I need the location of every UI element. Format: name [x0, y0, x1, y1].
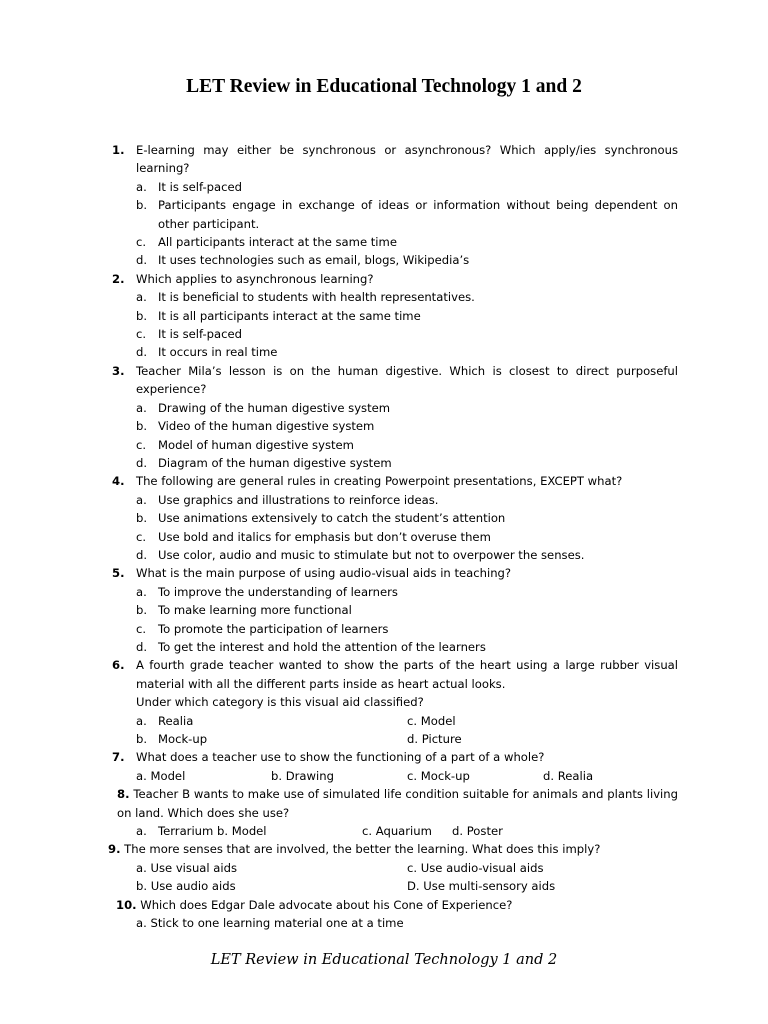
option-letter: b.: [136, 603, 148, 618]
question-number: 7.: [112, 750, 125, 765]
question-7: [0, 748, 768, 766]
question-number: 6.: [112, 658, 125, 673]
question-number: 1.: [112, 143, 125, 157]
option-9d: D. Use multi-sensory aids: [407, 879, 556, 894]
option-letter: a.: [136, 400, 147, 415]
option-text: It is self-paced: [158, 179, 242, 194]
option-1b: [0, 196, 768, 233]
page-footer: LET Review in Educational Technology 1 and 2: [210, 952, 558, 968]
option-letter: d.: [136, 547, 148, 562]
question-text: What does a teacher use to show the functioning of a part of a whole?: [136, 750, 545, 765]
option-letter: c.: [136, 621, 147, 636]
question-text: Which applies to asynchronous learning?: [136, 271, 374, 286]
question-4: [0, 472, 768, 490]
option-letter: c.: [136, 437, 147, 452]
question-number: 10.: [116, 897, 137, 912]
option-letter: d.: [136, 455, 148, 470]
option-7d: d. Realia: [543, 768, 594, 783]
question-text: A fourth grade teacher wanted to show the parts of the heart using a large rubber visual material with all the different parts inside as heart actual looks.: [136, 658, 678, 691]
question-text: E-learning may either be synchronous or asynchronous? Which apply/ies synchronous learning?: [136, 143, 678, 176]
question-2: [0, 270, 768, 288]
option-letter: b.: [136, 511, 148, 526]
option-2b: [0, 307, 768, 325]
option-8a-8b: Terrarium b. Model: [158, 823, 267, 838]
options-row-9-2: [0, 877, 768, 895]
question-list: [0, 141, 768, 932]
option-1a: [0, 178, 768, 196]
option-text: It is beneficial to students with health representatives.: [158, 290, 475, 305]
option-text: To get the interest and hold the attention of the learners: [158, 639, 486, 654]
option-text: It is all participants interact at the same time: [158, 308, 421, 323]
question-number: 8.: [117, 787, 130, 802]
option-5c: [0, 620, 768, 638]
question-text: Which does Edgar Dale advocate about his Cone of Experience?: [140, 897, 513, 912]
options-row-6-1: [0, 712, 768, 730]
option-6c: c. Model: [407, 713, 456, 728]
question-subtext: Under which category is this visual aid classified?: [136, 695, 424, 710]
option-letter: b.: [136, 308, 148, 323]
option-text: All participants interact at the same time: [158, 235, 397, 250]
options-row-8: [0, 822, 768, 840]
option-7a: a. Model: [136, 768, 186, 783]
option-letter: a.: [136, 492, 147, 507]
question-3: [0, 362, 768, 399]
option-1d: [0, 251, 768, 269]
option-6d: d. Picture: [407, 731, 462, 746]
option-text: Use bold and italics for emphasis but don’t overuse them: [158, 529, 491, 544]
option-4b: [0, 509, 768, 527]
question-text: The following are general rules in creating Powerpoint presentations, EXCEPT what?: [136, 474, 623, 489]
option-text: It occurs in real time: [158, 345, 278, 360]
question-number: 9.: [108, 842, 121, 857]
option-1c: [0, 233, 768, 251]
option-letter: d.: [136, 253, 148, 268]
option-3c: [0, 436, 768, 454]
option-letter: c.: [136, 327, 147, 342]
options-row-9-1: [0, 859, 768, 877]
option-text: Model of human digestive system: [158, 437, 354, 452]
option-text: Drawing of the human digestive system: [158, 400, 391, 415]
question-text: The more senses that are involved, the better the learning. What does this imply?: [124, 842, 601, 857]
option-4a: [0, 491, 768, 509]
option-text: Use animations extensively to catch the student’s attention: [158, 511, 506, 526]
option-3b: [0, 417, 768, 435]
option-7b: b. Drawing: [271, 768, 334, 783]
option-8c: c. Aquarium: [362, 823, 432, 838]
option-letter: a.: [136, 713, 147, 728]
options-row-6-2: [0, 730, 768, 748]
option-3a: [0, 399, 768, 417]
question-5: [0, 564, 768, 582]
question-6-subquestion: [0, 693, 768, 711]
question-6: [0, 656, 768, 693]
question-number: 5.: [112, 566, 125, 581]
option-letter: a.: [136, 290, 147, 305]
option-6a: Realia: [158, 713, 194, 728]
option-letter: b.: [136, 731, 148, 746]
question-number: 4.: [112, 474, 125, 489]
option-text: It uses technologies such as email, blogs, Wikipedia’s: [158, 253, 470, 268]
page-title: LET Review in Educational Technology 1 and 2: [186, 76, 582, 97]
option-3d: [0, 454, 768, 472]
question-1: [0, 141, 768, 178]
question-text: What is the main purpose of using audio-visual aids in teaching?: [136, 566, 512, 581]
option-2c: [0, 325, 768, 343]
question-text: Teacher B wants to make use of simulated life condition suitable for animals and plants living on land. Which does she use?: [117, 787, 678, 820]
question-10: [0, 896, 768, 914]
question-9: [0, 840, 768, 858]
question-number: 2.: [112, 271, 125, 286]
option-letter: a.: [136, 823, 147, 838]
option-letter: d.: [136, 345, 148, 360]
option-letter: c.: [136, 235, 147, 250]
question-8: [0, 785, 768, 822]
options-row-10: [0, 914, 768, 932]
option-6b: Mock-up: [158, 731, 208, 746]
option-2d: [0, 343, 768, 361]
option-letter: a.: [136, 584, 147, 599]
option-5d: [0, 638, 768, 656]
question-number: 3.: [112, 363, 125, 378]
option-9a: a. Use visual aids: [136, 860, 238, 875]
option-4c: [0, 528, 768, 546]
option-text: Use color, audio and music to stimulate but not to overpower the senses.: [158, 547, 585, 562]
option-10a: a. Stick to one learning material one at a time: [136, 915, 404, 930]
option-7c: c. Mock-up: [407, 768, 470, 783]
option-letter: b.: [136, 198, 148, 213]
question-text: Teacher Mila’s lesson is on the human digestive. Which is closest to direct purposeful experience?: [136, 363, 678, 397]
option-letter: a.: [136, 179, 147, 194]
options-row-7: [0, 767, 768, 785]
option-8d: d. Poster: [452, 823, 503, 838]
option-2a: [0, 288, 768, 306]
option-letter: d.: [136, 639, 148, 654]
option-4d: [0, 546, 768, 564]
option-text: Participants engage in exchange of ideas or information without being dependent on other participant.: [158, 198, 678, 231]
option-text: To promote the participation of learners: [158, 621, 389, 636]
option-9b: b. Use audio aids: [136, 879, 236, 894]
option-text: Diagram of the human digestive system: [158, 455, 392, 470]
option-text: Video of the human digestive system: [158, 419, 375, 434]
option-letter: b.: [136, 419, 148, 434]
option-5a: [0, 583, 768, 601]
option-text: To make learning more functional: [158, 603, 352, 618]
option-9c: c. Use audio-visual aids: [407, 860, 544, 875]
option-text: Use graphics and illustrations to reinforce ideas.: [158, 492, 439, 507]
option-text: It is self-paced: [158, 327, 242, 342]
option-letter: c.: [136, 529, 147, 544]
option-text: To improve the understanding of learners: [158, 584, 398, 599]
option-5b: [0, 601, 768, 619]
